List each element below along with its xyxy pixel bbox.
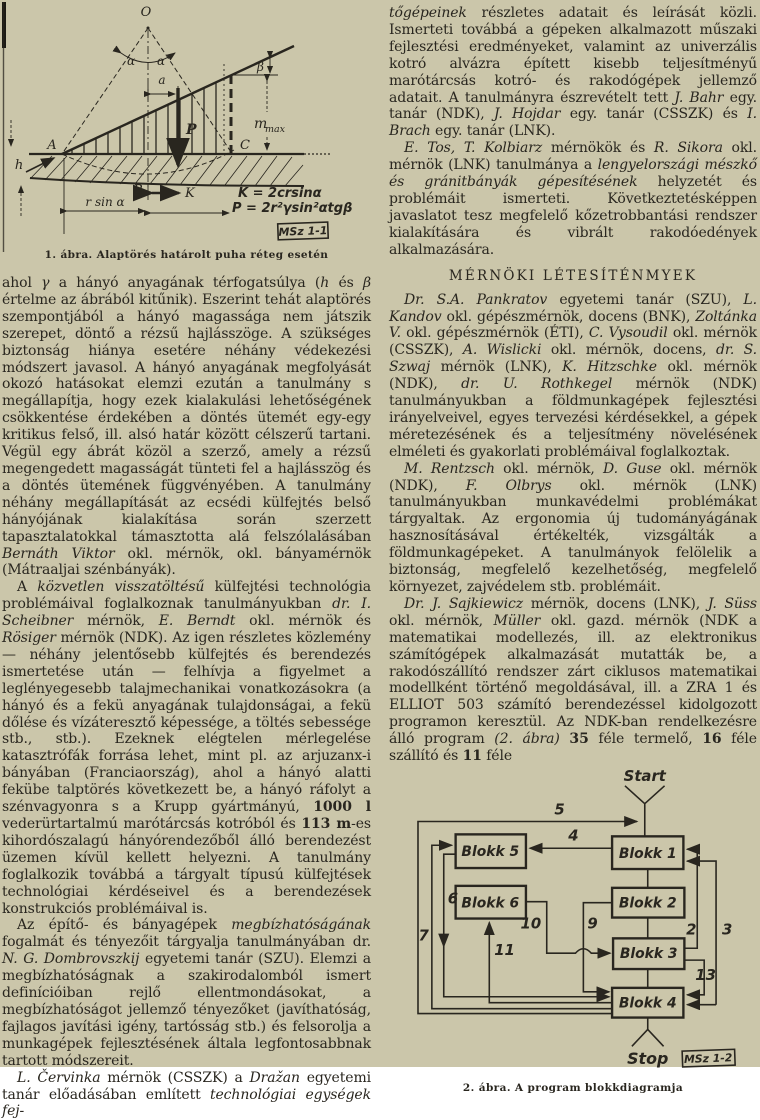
svg-text:Blokk 3: Blokk 3 [619,946,678,963]
stop-label: Stop [627,1049,669,1069]
svg-text:MSz 1-2: MSz 1-2 [683,1051,733,1066]
line-4-label: 4 [568,826,579,845]
paragraph: tőgépeinek részletes adatait és leírását közli. Ismerteti továbbá a gépeken alkalmazott műszaki fejlesztési eredményeket, valamint az univerzális kotró alvázra épített kisebb teljesítményű marótárcsás kotró- és rakodógépek jellemző adatait. A tanulmányra észrevételt tett J. Bahr egy. tanár (NDK), J. Hojdar egy. tanár (CSSZK) és I. Brach egy. tanár (LNK). [389,5,758,140]
label-m: m [254,116,268,132]
label-a: a [158,73,166,87]
label-K: K [185,186,195,201]
paragraph: Dr. J. Sajkiewicz mérnök, docens (LNK), J. Süss okl. mérnök, Müller okl. gazd. mérnök (NDK a matematikai modellezés, ill. az elektronikus számítógépek alkalmazását mutatták be, a rakodószállító rendszer zárt ciklusos matematikai modellként történő megoldásával, ill. a ZRA 1 és ELLIOT 503 számító berendezéssel kidolgozott programon keresztül. Az NDK-ban rendelkezésre álló program (2. ábra) 35 féle termelő, 16 féle szállító és 11 féle [389,595,757,765]
label-B: B [133,183,143,198]
stamp-msz-1-2 [682,1049,735,1067]
figure-2 [389,766,757,1094]
left-column [2,2,371,1120]
figure-1-caption: 1. ábra. Alaptörés határolt puha réteg esetén [44,249,329,261]
block-1 [612,836,683,869]
label-alpha-left: α [126,54,136,68]
block-6 [456,886,526,919]
stamp-msz-1-1 [278,222,329,240]
figure-1-drawing [2,2,371,242]
start-label: Start [623,766,666,785]
formula-K: K = 2crsinα [238,186,322,201]
svg-text:MSz 1-1: MSz 1-1 [278,224,328,239]
block-5 [456,834,526,868]
line-11-label: 11 [494,941,515,960]
line-5-label: 5 [554,800,565,819]
line-10-label: 10 [520,914,542,933]
block-3 [613,938,684,969]
label-O: O [140,5,152,20]
figure-2-caption: 2. ábra. A program blokkdiagramja [462,1081,684,1094]
line-9-label: 9 [587,914,598,933]
svg-text:Blokk 2: Blokk 2 [618,895,677,912]
svg-text:Blokk 4: Blokk 4 [618,995,677,1012]
paragraph: E. Tos, T. Kolbiarz mérnökök és R. Sikora okl. mérnök (LNK) tanulmánya a lengyelországi mészkő és gránitbányák gépesítésének helyzetét és problémáit ismerteti. Következtetésképpen javaslatot tesz megfelelő kőzetrobbantási rendszer kialakítására és vibrált rakodóedények alkalmazására. [389,140,757,258]
label-h: h [14,158,24,173]
label-alpha-right: α [156,54,166,68]
line-7-label: 7 [418,926,429,945]
svg-text:Blokk 1: Blokk 1 [618,846,677,863]
label-max: max [265,124,286,135]
line-2-label: 2 [686,920,697,939]
label-P: P [186,122,197,138]
label-beta: β [257,60,264,74]
paragraph: A közvetlen visszatöltésű külfejtési technológia problémáival foglalkoznak tanulmányukban dr. I. Scheibner mérnök, E. Berndt okl. mérnök és Rösiger mérnök (NDK). Az igen részletes közlemény — néhány jelentősebb külfejtés és berendezés ismertetése után — felhívja a figyelmet a leglényegesebb talajmechanikai vonatkozásokra (a hányó és a fekü anyagának tulajdonságai, a fekü dőlése és vízáteresztő képessége, a töltés sebessége stb., stb.). Ezeknek elégtelen mérlegelése katasztrófák forrása lehet, mint pl. az arjuzanx-i bányában (Franciaország), ahol a hányó alatti fekübe talptörés következett be, a hányó ráfolyt a szénvagyonra s a Krupp gyártmányú, 1000 l vederürtartalmú marótárcsás kotróból és 113 m-es kihordószalagú hányórendezőből álló berendezést üzemen kívül kellett helyezni. A tanulmány foglalkozik továbbá a tárgyalt típusú külfejtések technológiai kérdéseivel és a berendezések konstrukciós problémáival is. [2,579,371,917]
paragraph: ahol γ a hányó anyagának térfogatsúlya (h és β értelme az ábrából kitűnik). Eszerint tehát alaptörés szempontjából a hányó magassága nem játszik szerepet, döntő a rézsű hajlásszöge. A szükséges biztonság hiánya esetére néhány védekezési módszert javasol. A hányó anyagának megfolyását okozó hatásokat elemzi ezután a tanulmány s megállapítja, hogy ezek kialakulási lehetőségének csökkentése érdekében a döntés ütemét egy-egy kritikus felső, ill. alsó határ között célszerű tartani. Végül egy ábrát közöl a szerző, amely a rézsű megengedett magasságát tünteti fel a hajlásszög és a döntés ütemének függvényében. A tanulmány néhány megállapítását az ecsédi külfejtés belső hányójának kialakítása során szerzett tapasztalatokkal támasztotta alá felszólalásában Bernáth Viktor okl. mérnök, okl. bányamérnök (Mátraaljai szénbányák). [2,275,371,579]
label-C: C [240,138,250,153]
paragraph: M. Rentzsch okl. mérnök, D. Guse okl. mérnök (NDK), F. Olbrys okl. mérnök (LNK) tanulmányukban munkavédelmi problémákat tárgyaltak. Az ergonomia új tudományágának hasznosításával értékelték, vizsgálták a földmunkagépeket. A tanulmányok felölelik a biztonság, megfelelő kezelhetőség, megfelelő környezet, zajvédelem stb. problémáit. [389,460,757,595]
paragraph: Az építő- és bányagépek megbízhatóságának fogalmát és tényezőit tárgyalja tanulmányában dr. N. G. Dombrovszkij egyetemi tanár (SZU). Elemzi a megbízhatóságnak a szakirodalomból ismert definícióiban rejlő ellentmondásokat, a megbízhatóságot jellemző tényezőket (javíthatóság, fajlagos javítási igény, tartósság stb.) és felsorolja a munkagépek fejlesztésének általa legfontosabbnak tartott módszereit. [2,917,372,1069]
figure-2-drawing [389,766,751,1075]
paragraph: L. Červinka mérnök (CSSZK) a Dražan egyetemi tanár előadásában említett technológiai egységek fej- [2,1069,372,1120]
formula-P: P = 2r²γsin²αtgβ [232,201,353,216]
svg-text:Blokk 5: Blokk 5 [461,844,520,861]
section-heading: MÉRNÖKI LÉTESÍTÉNMYEK [448,267,698,284]
line-3-label: 3 [722,920,733,939]
line-13-label: 13 [695,965,716,984]
line-6-label: 6 [447,889,459,908]
svg-text:Blokk 6: Blokk 6 [461,895,520,912]
block-2 [612,888,684,918]
figure-1 [2,2,371,261]
right-column [389,2,757,1120]
block-4 [612,988,683,1018]
label-A: A [47,138,57,153]
paragraph: Dr. S.A. Pankratov egyetemi tanár (SZU), L. Kandov okl. gépészmérnök, docens (BNK), Zoltánka V. okl. gépészmérnök (ÉTI), C. Vysoudil okl. mérnök (CSSZK), A. Wislicki okl. mérnök, docens, dr. S. Szwaj mérnök (LNK), K. Hitzschke okl. mérnök (NDK), dr. U. Rothkegel mérnök (NDK) tanulmányukban a földmunkagépek fejlesztési irányelveivel, egyes tervezési kérdésekkel, a gépek méretezésének és a teljesítmény növelésének elméleti és gyakorlati problémáival foglalkoztak. [389,291,758,460]
label-r-sin-alpha: r sin α [85,195,125,209]
